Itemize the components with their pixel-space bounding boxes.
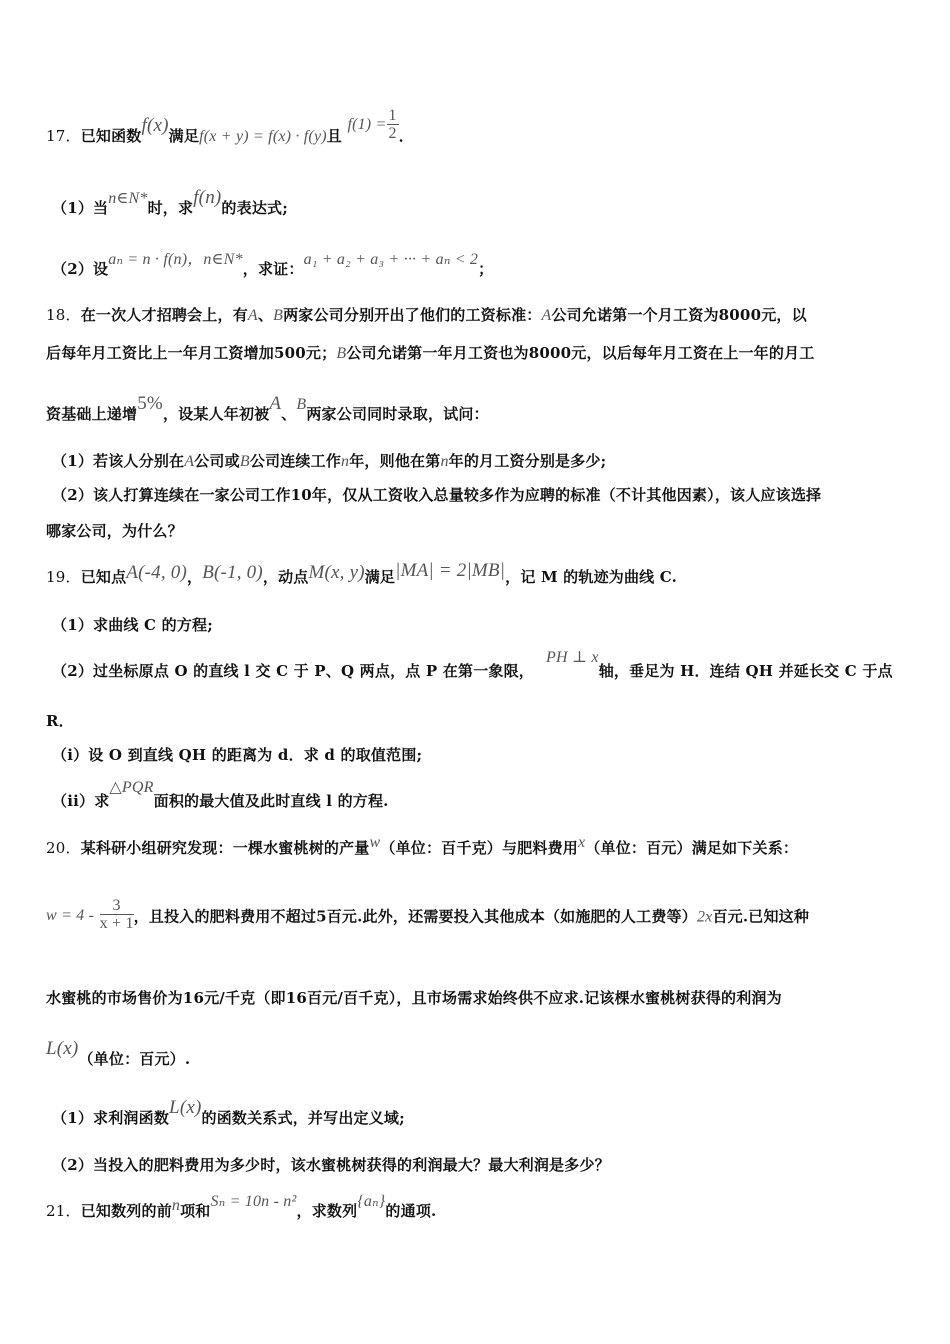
formula: f(n) xyxy=(193,187,222,208)
formula: n∈N* xyxy=(108,190,148,207)
formula: Sₙ = 10n - n² xyxy=(210,1193,297,1210)
text: ． xyxy=(398,127,414,146)
formula: A xyxy=(247,307,258,324)
q19-part2 xyxy=(52,649,950,681)
text: （2）当投入的肥料费用为多少时，该水蜜桃树获得的利润最大？最大利润是多少？ xyxy=(52,1156,610,1174)
formula xyxy=(347,107,398,142)
formula: L(x) xyxy=(169,1097,202,1118)
text: ，设某人年初被 xyxy=(162,405,270,423)
text: 已知函数 xyxy=(80,127,142,146)
q17-part1 xyxy=(52,187,950,219)
formula: f(x) xyxy=(141,115,169,137)
text: （1）当 xyxy=(52,199,109,217)
text: 已知数列的前 xyxy=(80,1202,172,1220)
question-number: 18． xyxy=(46,306,81,324)
q17-stem xyxy=(46,107,950,155)
q18-line3 xyxy=(46,393,950,425)
text: ， xyxy=(186,568,203,586)
formula: PH ⊥ x xyxy=(546,649,599,666)
q18-line1 xyxy=(46,304,950,325)
q19-stem xyxy=(46,560,950,588)
question-number: 20． xyxy=(46,839,81,857)
text: ，求数列 xyxy=(296,1202,358,1220)
formula: n xyxy=(440,453,449,470)
text: 公司允诺第一个月工资为8000元，以 xyxy=(551,306,807,324)
text: 已知点 xyxy=(80,568,127,586)
q21-stem xyxy=(46,1193,950,1221)
text: 、 xyxy=(257,306,274,324)
text: 年，则他在第 xyxy=(349,452,441,470)
formula-part: f(1) = xyxy=(347,116,387,134)
q20-line3 xyxy=(46,987,950,1008)
text: 、 xyxy=(281,405,297,423)
text: 项和 xyxy=(180,1202,211,1220)
text: （2）设 xyxy=(52,260,109,278)
text: （单位：百千克）与肥料费用 xyxy=(380,839,578,857)
text: （2）该人打算连续在一家公司工作10年，仅从工资收入总量较多作为应聘的标准（不计其他因素），该人应该选择 xyxy=(52,486,822,504)
question-number: 21． xyxy=(46,1202,81,1220)
text: 哪家公司，为什么？ xyxy=(46,522,183,540)
fraction xyxy=(100,898,134,933)
formula: △PQR xyxy=(109,779,154,796)
q18-part2-line2 xyxy=(46,520,950,541)
text: 后每年月工资比上一年月工资增加500元； xyxy=(46,344,337,362)
q18-part1 xyxy=(52,450,950,471)
formula: n xyxy=(341,453,350,470)
q19-sub-ii xyxy=(52,779,950,811)
text: ，求证： xyxy=(242,260,304,278)
text: 资基础上递增 xyxy=(46,405,138,423)
q19-part1 xyxy=(52,614,950,635)
text: 且 xyxy=(326,127,342,146)
text: ，记 M 的轨迹为曲线 C. xyxy=(505,568,678,586)
text: 百元.已知这种 xyxy=(712,907,810,926)
text: 面积的最大值及此时直线 l 的方程. xyxy=(153,792,389,810)
text: 满足 xyxy=(364,568,396,586)
q20-line4 xyxy=(46,1038,950,1070)
formula: B xyxy=(336,345,347,362)
formula: A xyxy=(184,453,195,470)
formula: |MA| = 2|MB| xyxy=(395,560,506,581)
text: 公司或 xyxy=(194,452,240,470)
q20-formula-line xyxy=(46,897,950,935)
question-number: 17． xyxy=(46,127,81,146)
formula: w xyxy=(369,834,381,851)
q20-stem xyxy=(46,834,950,858)
q17-part2 xyxy=(52,251,950,279)
text: 公司允诺第一年月工资也为8000元，以后每年月工资在上一年的月工 xyxy=(346,344,815,362)
text: （1）求曲线 C 的方程; xyxy=(52,616,213,634)
formula: x xyxy=(577,834,586,851)
formula: A(-4, 0) xyxy=(126,562,187,583)
question-number: 19． xyxy=(46,568,81,586)
text: R． xyxy=(46,712,74,730)
formula: M(x, y) xyxy=(308,562,365,583)
text: 时，求 xyxy=(147,199,194,217)
q19-sub-i xyxy=(52,744,950,765)
text: 满足 xyxy=(168,127,200,146)
denominator: x + 1 xyxy=(99,915,134,932)
text: ，动点 xyxy=(262,568,309,586)
numerator: 1 xyxy=(388,107,397,124)
text: 轴，垂足为 H．连结 QH 并延长交 C 于点 xyxy=(598,662,893,680)
formula: f(x + y) = f(x) · f(y) xyxy=(199,128,327,146)
formula: A xyxy=(541,307,552,324)
text: 两家公司同时录取，试问： xyxy=(306,405,489,423)
text: 两家公司分别开出了他们的工资标准： xyxy=(283,306,542,324)
text: （1）若该人分别在 xyxy=(52,452,185,470)
formula: w = 4 - xyxy=(46,906,95,924)
formula: A xyxy=(269,393,282,414)
formula: aₙ = n · f(n)，n∈N* xyxy=(108,251,243,268)
formula: B xyxy=(273,307,284,324)
text: 年的月工资分别是多少; xyxy=(448,452,607,470)
text: （单位：百元）. xyxy=(78,1050,191,1068)
formula: {aₙ} xyxy=(357,1193,386,1210)
text: 的函数关系式，并写出定义域; xyxy=(201,1109,405,1127)
text: 的表达式; xyxy=(221,199,288,217)
formula: a₁ + a₂ + a₃ + ··· + aₙ < 2 xyxy=(303,251,479,268)
formula: L(x) xyxy=(46,1038,79,1059)
q18-part2-line1 xyxy=(52,484,950,505)
q20-part1 xyxy=(52,1097,950,1129)
formula: 5% xyxy=(137,393,163,414)
formula: n xyxy=(171,1197,181,1214)
text: 水蜜桃的市场售价为16元/千克（即16百元/百千克），且市场需求始终供不应求.记该棵水蜜桃树获得的利润为 xyxy=(46,989,782,1007)
formula: B xyxy=(239,453,250,470)
text: 的通项. xyxy=(385,1202,437,1220)
formula: B xyxy=(296,396,307,413)
formula: B(-1, 0) xyxy=(202,562,263,583)
text: （2）过坐标原点 O 的直线 l 交 C 于 P、Q 两点，点 P 在第一象限， xyxy=(52,662,534,680)
text: ，且投入的肥料费用不超过5百元.此外，还需要投入其他成本（如施肥的人工费等） xyxy=(133,907,697,926)
text: ； xyxy=(478,260,494,278)
text: （ii）求 xyxy=(52,792,110,810)
fraction xyxy=(387,108,399,143)
text: （i）设 O 到直线 QH 的距离为 d．求 d 的取值范围; xyxy=(52,746,423,764)
text: 公司连续工作 xyxy=(249,452,342,470)
q20-part2 xyxy=(52,1154,950,1175)
denominator: 2 xyxy=(388,125,397,142)
q18-line2 xyxy=(46,342,950,363)
q19-part2-cont xyxy=(46,710,950,731)
text: 在一次人才招聘会上，有 xyxy=(80,306,248,324)
numerator: 3 xyxy=(100,898,134,915)
formula: 2x xyxy=(696,908,713,926)
text: （单位：百元）满足如下关系： xyxy=(585,839,799,857)
text: 某科研小组研究发现：一棵水蜜桃树的产量 xyxy=(80,839,370,857)
text: （1）求利润函数 xyxy=(52,1109,170,1127)
